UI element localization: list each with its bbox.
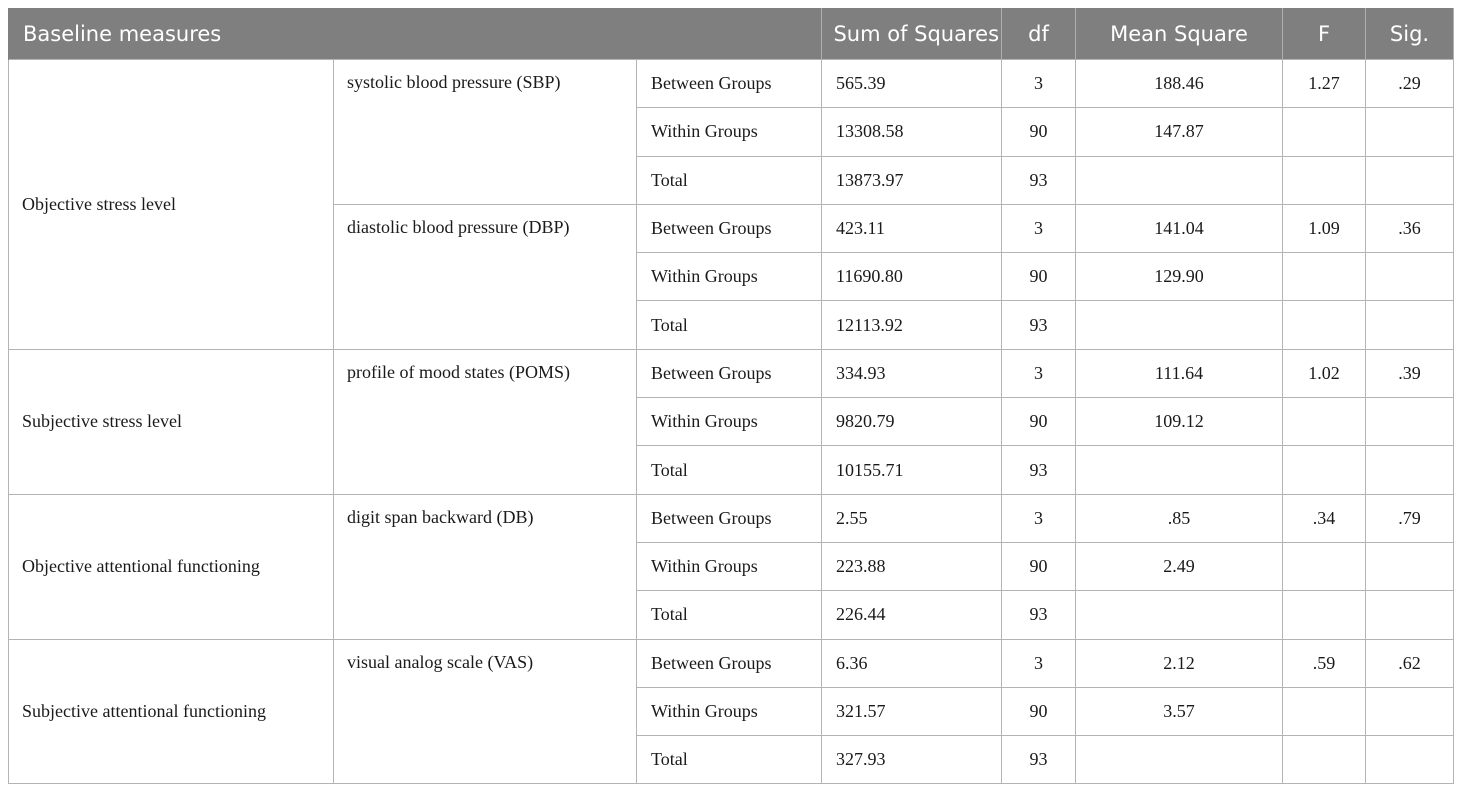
mean-square-cell: 188.46: [1076, 60, 1283, 108]
sum-of-squares-cell: 13873.97: [822, 156, 1002, 204]
sum-of-squares-cell: 13308.58: [822, 108, 1002, 156]
sum-of-squares-cell: 226.44: [822, 591, 1002, 639]
table-row: [9, 639, 1454, 687]
df-cell: 90: [1002, 398, 1076, 446]
mean-square-cell: [1076, 446, 1283, 494]
df-cell: 93: [1002, 591, 1076, 639]
source-cell: Total: [637, 736, 822, 784]
measure-label: profile of mood states (POMS): [334, 349, 637, 494]
table-row: [9, 60, 1454, 108]
sum-of-squares-cell: 565.39: [822, 60, 1002, 108]
mean-square-cell: [1076, 156, 1283, 204]
f-cell: [1283, 108, 1366, 156]
sig-cell: [1366, 687, 1454, 735]
mean-square-cell: .85: [1076, 494, 1283, 542]
f-cell: [1283, 542, 1366, 590]
df-cell: 3: [1002, 639, 1076, 687]
sig-cell: [1366, 736, 1454, 784]
source-cell: Within Groups: [637, 253, 822, 301]
sum-of-squares-cell: 12113.92: [822, 301, 1002, 349]
sig-cell: [1366, 591, 1454, 639]
anova-table: [8, 8, 1454, 784]
measure-label: visual analog scale (VAS): [334, 639, 637, 784]
sig-cell: .39: [1366, 349, 1454, 397]
sig-cell: [1366, 398, 1454, 446]
source-cell: Total: [637, 446, 822, 494]
source-cell: Between Groups: [637, 349, 822, 397]
source-cell: Between Groups: [637, 639, 822, 687]
df-cell: 3: [1002, 349, 1076, 397]
sig-cell: [1366, 301, 1454, 349]
f-cell: [1283, 156, 1366, 204]
header-f: F: [1283, 8, 1366, 60]
sig-cell: [1366, 108, 1454, 156]
mean-square-cell: 111.64: [1076, 349, 1283, 397]
f-cell: 1.27: [1283, 60, 1366, 108]
df-cell: 93: [1002, 446, 1076, 494]
source-cell: Total: [637, 591, 822, 639]
mean-square-cell: 109.12: [1076, 398, 1283, 446]
header-sum-of-squares: Sum of Squares: [822, 8, 1002, 60]
group-label: Subjective stress level: [9, 349, 334, 494]
f-cell: [1283, 446, 1366, 494]
df-cell: 93: [1002, 156, 1076, 204]
sum-of-squares-cell: 11690.80: [822, 253, 1002, 301]
f-cell: 1.02: [1283, 349, 1366, 397]
header-mean-square: Mean Square: [1076, 8, 1283, 60]
group-label: Objective attentional functioning: [9, 494, 334, 639]
table-body: [9, 60, 1454, 784]
f-cell: .34: [1283, 494, 1366, 542]
f-cell: [1283, 253, 1366, 301]
source-cell: Between Groups: [637, 494, 822, 542]
f-cell: [1283, 398, 1366, 446]
df-cell: 3: [1002, 60, 1076, 108]
f-cell: 1.09: [1283, 204, 1366, 252]
header-baseline-measures: Baseline measures: [9, 8, 822, 60]
source-cell: Within Groups: [637, 398, 822, 446]
df-cell: 90: [1002, 687, 1076, 735]
sig-cell: .29: [1366, 60, 1454, 108]
source-cell: Between Groups: [637, 60, 822, 108]
mean-square-cell: [1076, 736, 1283, 784]
f-cell: [1283, 591, 1366, 639]
group-label: Subjective attentional functioning: [9, 639, 334, 784]
source-cell: Between Groups: [637, 204, 822, 252]
mean-square-cell: 3.57: [1076, 687, 1283, 735]
mean-square-cell: [1076, 591, 1283, 639]
f-cell: [1283, 301, 1366, 349]
sig-cell: .36: [1366, 204, 1454, 252]
df-cell: 90: [1002, 542, 1076, 590]
sum-of-squares-cell: 2.55: [822, 494, 1002, 542]
df-cell: 90: [1002, 253, 1076, 301]
sig-cell: [1366, 253, 1454, 301]
df-cell: 90: [1002, 108, 1076, 156]
sum-of-squares-cell: 10155.71: [822, 446, 1002, 494]
f-cell: [1283, 736, 1366, 784]
measure-label: digit span backward (DB): [334, 494, 637, 639]
df-cell: 93: [1002, 301, 1076, 349]
header-row: [9, 8, 1454, 60]
sig-cell: .62: [1366, 639, 1454, 687]
df-cell: 3: [1002, 494, 1076, 542]
sig-cell: [1366, 156, 1454, 204]
sum-of-squares-cell: 321.57: [822, 687, 1002, 735]
df-cell: 93: [1002, 736, 1076, 784]
mean-square-cell: 141.04: [1076, 204, 1283, 252]
table-row: [9, 349, 1454, 397]
source-cell: Within Groups: [637, 687, 822, 735]
header-sig: Sig.: [1366, 8, 1454, 60]
source-cell: Total: [637, 156, 822, 204]
table-row: [9, 494, 1454, 542]
sig-cell: .79: [1366, 494, 1454, 542]
df-cell: 3: [1002, 204, 1076, 252]
measure-label: diastolic blood pressure (DBP): [334, 204, 637, 349]
mean-square-cell: 2.12: [1076, 639, 1283, 687]
sum-of-squares-cell: 327.93: [822, 736, 1002, 784]
mean-square-cell: [1076, 301, 1283, 349]
mean-square-cell: 129.90: [1076, 253, 1283, 301]
f-cell: [1283, 687, 1366, 735]
header-df: df: [1002, 8, 1076, 60]
source-cell: Within Groups: [637, 542, 822, 590]
source-cell: Total: [637, 301, 822, 349]
sum-of-squares-cell: 6.36: [822, 639, 1002, 687]
sum-of-squares-cell: 423.11: [822, 204, 1002, 252]
sum-of-squares-cell: 9820.79: [822, 398, 1002, 446]
sum-of-squares-cell: 223.88: [822, 542, 1002, 590]
sig-cell: [1366, 446, 1454, 494]
sig-cell: [1366, 542, 1454, 590]
f-cell: .59: [1283, 639, 1366, 687]
source-cell: Within Groups: [637, 108, 822, 156]
group-label: Objective stress level: [9, 60, 334, 350]
mean-square-cell: 147.87: [1076, 108, 1283, 156]
sum-of-squares-cell: 334.93: [822, 349, 1002, 397]
measure-label: systolic blood pressure (SBP): [334, 60, 637, 205]
mean-square-cell: 2.49: [1076, 542, 1283, 590]
